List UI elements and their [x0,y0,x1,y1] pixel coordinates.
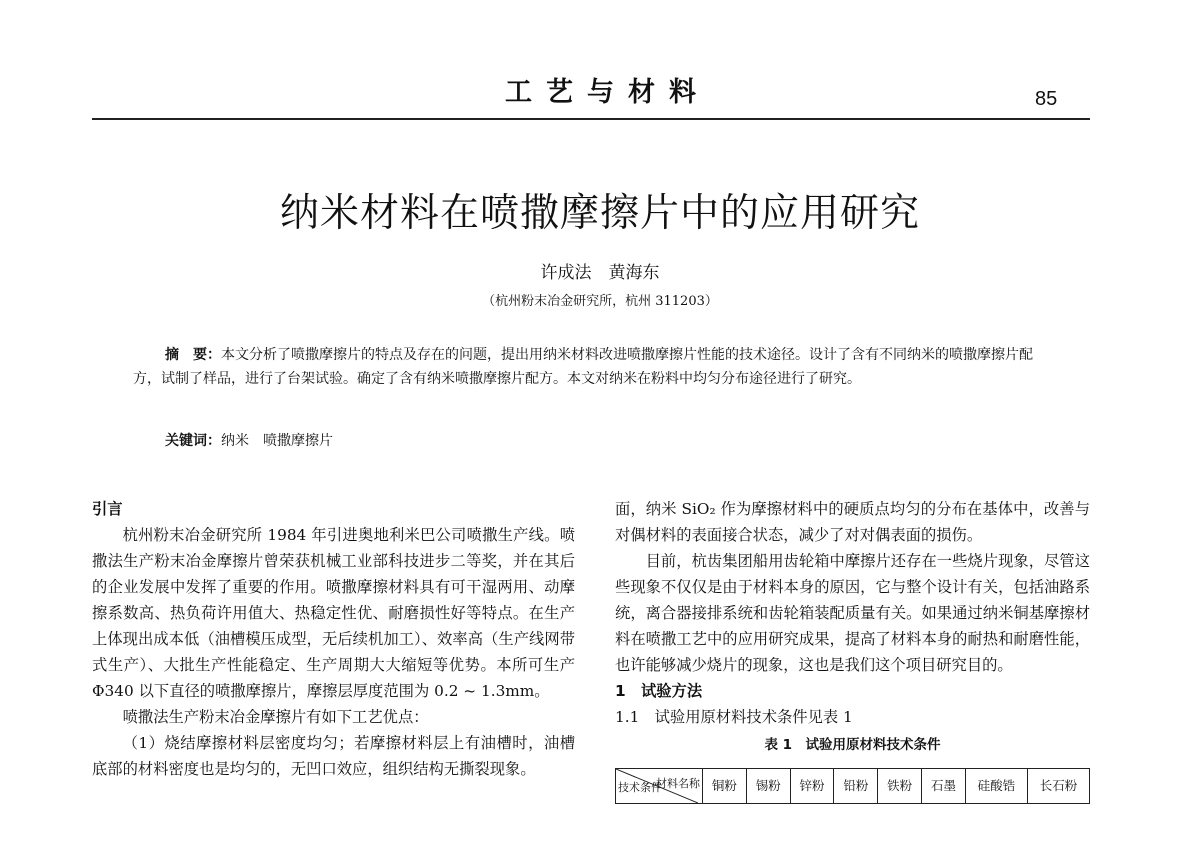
table-header-cell: 硅酸锆 [965,769,1027,804]
table-header-cell: 长石粉 [1027,769,1089,804]
keywords [165,430,333,450]
abstract [133,343,1048,391]
affiliation: （杭州粉末冶金研究所，杭州 311203） [482,294,718,309]
corner-label-spec: 技术条件 [618,781,662,794]
keywords-label: 关键词： [165,433,221,449]
right-paragraph-2: 目前，杭齿集团船用齿轮箱中摩擦片还存在一些烧片现象，尽管这些现象不仅仅是由于材料本身的原因，它与整个设计有关，包括油路系统，离合器接排系统和齿轮箱装配质量有关。如果通过纳米铜基摩擦材料在喷撒工艺中的应用研究成果，提高了材料本身的耐热和耐磨性能，也许能够减少烧片的现象，这也是我们这个项目研究目的。 [615,552,1090,674]
table-header-cell: 石墨 [922,769,966,804]
table-header-cell: 铜粉 [703,769,747,804]
intro-paragraph-3: （1）烧结摩擦材料层密度均匀；若摩擦材料层上有油槽时，油槽底部的材料密度也是均匀的，无凹口效应，组织结构无撕裂现象。 [92,734,575,778]
materials-table [615,768,1090,804]
keywords-text: 纳米 喷撒摩擦片 [221,433,333,449]
left-column [92,496,575,782]
authors: 许成法 黄海东 [540,263,660,283]
table-header-cell: 锡粉 [746,769,790,804]
intro-paragraph-2: 喷撒法生产粉末冶金摩擦片有如下工艺优点： [122,708,429,726]
corner-label-material: 材料名称 [656,777,700,790]
intro-heading: 引言 [92,500,123,518]
table-header-cell: 铁粉 [878,769,922,804]
section-heading-methods: 1 试验方法 [615,682,703,700]
paper-title: 纳米材料在喷撒摩擦片中的应用研究 [279,191,920,236]
subsection-heading: 1.1 试验用原材料技术条件见表 1 [615,708,853,726]
intro-paragraph-1: 杭州粉末冶金研究所 1984 年引进奥地利米巴公司喷撒生产线。喷撒法生产粉末冶金摩擦片曾荣获机械工业部科技进步二等奖，并在其后的企业发展中发挥了重要的作用。喷撒摩擦材料具有可干湿两用、动摩擦系数高、热负荷许用值大、热稳定性优、耐磨损性好等特点。在生产上体现出成本低（油槽模压成型，无后续机加工）、效率高（生产线网带式生产）、大批生产性能稳定、生产周期大大缩短等优势。本所可生产 Φ340 以下直径的喷撒摩擦片，摩擦层厚度范围为 0.2 ~ 1.3mm。 [92,526,575,700]
table-header-cell: 锌粉 [790,769,834,804]
right-column [615,496,1090,804]
page-number: 85 [1035,88,1058,110]
table-header-cell: 铅粉 [834,769,878,804]
journal-section-header: 工艺与材料 [505,77,710,108]
right-paragraph-1: 面，纳米 SiO₂ 作为摩擦材料中的硬质点均匀的分布在基体中，改善与对偶材料的表面接合状态，减少了对对偶表面的损伤。 [615,500,1090,544]
abstract-text: 本文分析了喷撒摩擦片的特点及存在的问题，提出用纳米材料改进喷撒摩擦片性能的技术途径。设计了含有不同纳米的喷撒摩擦片配方，试制了样品，进行了台架试验。确定了含有纳米喷撒摩擦片配方。本文对纳米在粉料中均匀分布途径进行了研究。 [133,347,1033,387]
table-header-row [616,769,1090,804]
header-rule [92,118,1090,120]
table-corner-cell [616,769,703,804]
abstract-label: 摘 要： [165,347,221,363]
table-caption: 表 1 试验用原材料技术条件 [764,737,941,753]
